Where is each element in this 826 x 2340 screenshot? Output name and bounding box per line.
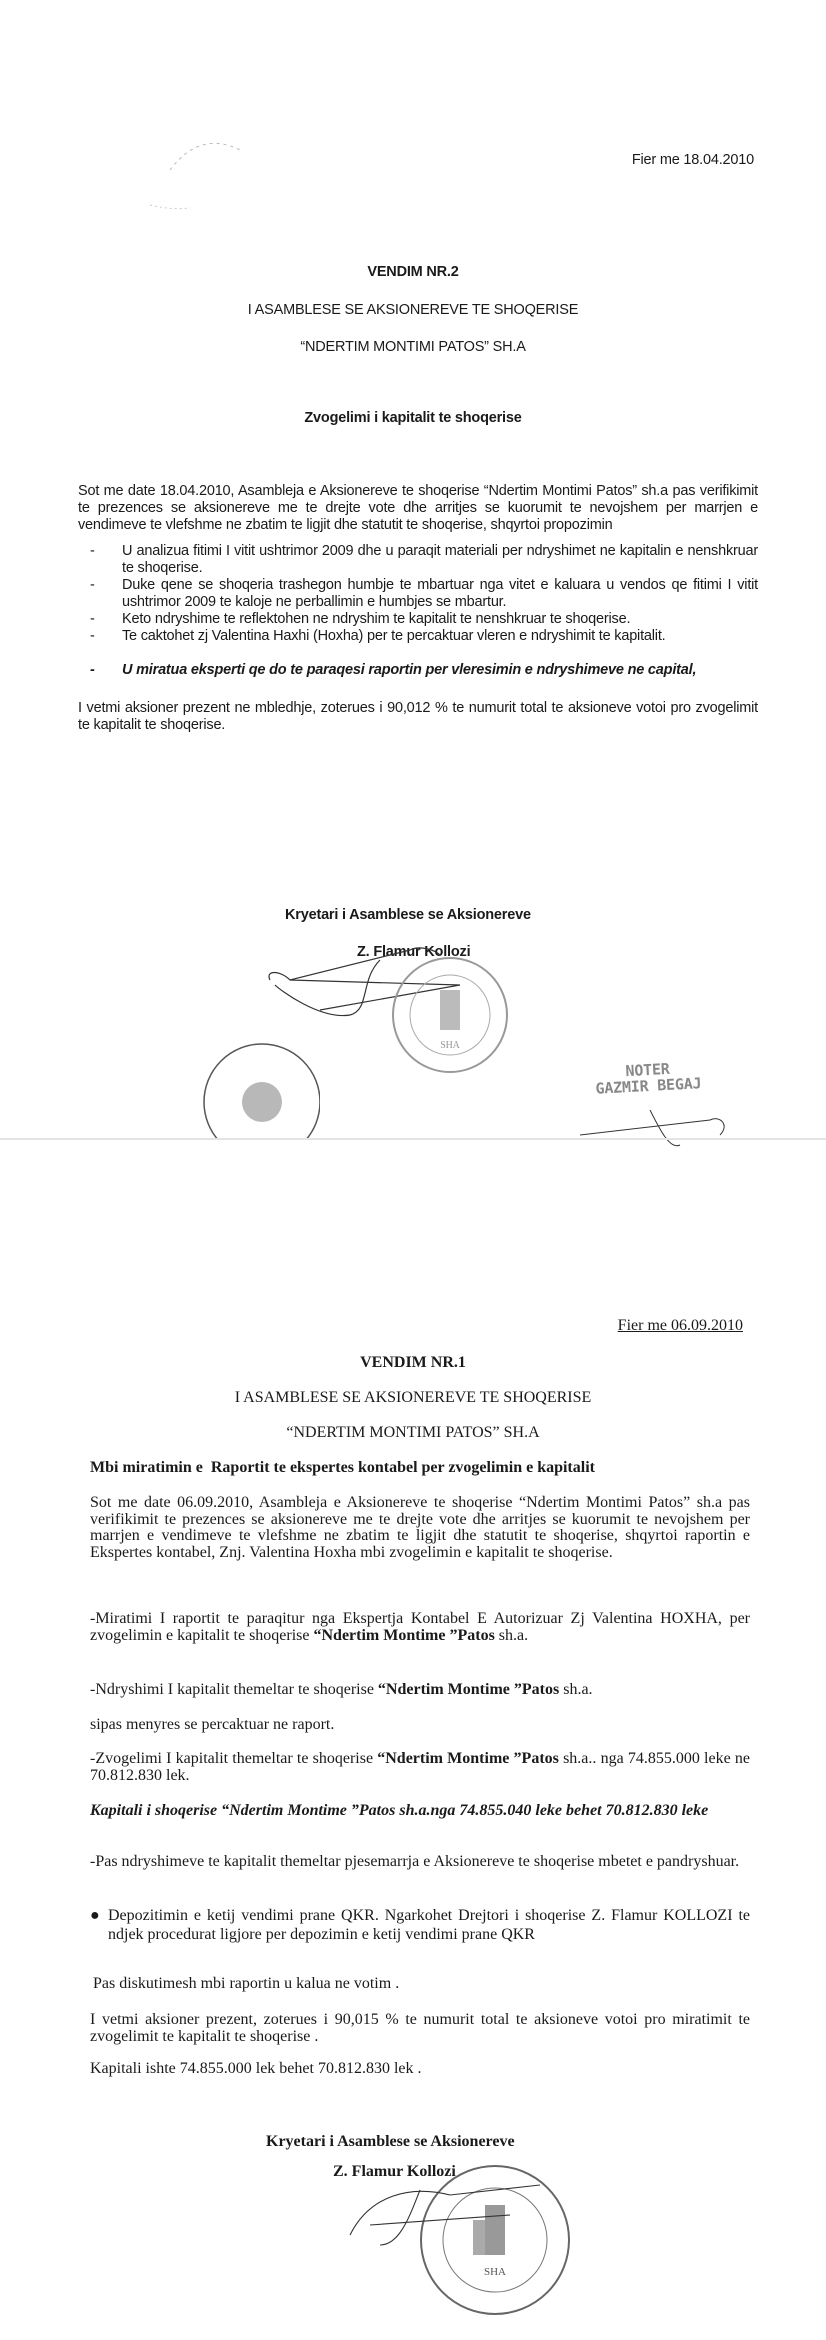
method-paragraph: sipas menyres se percaktuar ne raport.	[90, 1716, 335, 1733]
list-item: - Te caktohet zj Valentina Haxhi (Hoxha) per te percaktuar vleren e ndryshimit te kapitalit.	[78, 628, 758, 645]
shareholding-paragraph: -Pas ndryshimeve te kapitalit themeltar pjesemarrja e Aksionereve te shoqerise mbetet e pandryshuar.	[90, 1853, 740, 1870]
assembly-subtitle: I ASAMBLESE SE AKSIONEREVE TE SHOQERISE	[234, 1389, 592, 1406]
capital-summary: Kapitali ishte 74.855.000 lek behet 70.812.830 lek .	[90, 2060, 422, 2077]
signatory-name: Z. Flamur Kollozi	[357, 944, 471, 960]
signature-icon	[330, 2175, 550, 2255]
text: -Miratimi I raportit te paraqitur nga Ekspertja Kontabel E Autorizuar Zj Valentina HOXHA, per zvogelimin e kapitalit te shoqerise	[90, 1610, 750, 1644]
decision-heading: Mbi miratimin e Raportit te ekspertes kontabel per zvogelimin e kapitalit	[90, 1459, 595, 1476]
decision-heading: Zvogelimi i kapitalit te shoqerise	[304, 410, 522, 426]
signatory-name: Z. Flamur Kollozi	[333, 2163, 456, 2180]
decision-title: VENDIM NR.2	[367, 264, 459, 280]
intro-paragraph: Sot me date 18.04.2010, Asambleja e Aksionereve te shoqerise “Ndertim Montimi Patos” sh.a pas verifikimit te prezences se aksionereve me te drejte vote dhe arritjes se kuorumit te nevojshem per marrjen e vendimeve te vlefshme ne zbatim te ligjit dhe statutit te shoqerise, shqyrtoi propozimin	[78, 483, 758, 533]
intro-paragraph: Sot me date 06.09.2010, Asambleja e Aksionereve te shoqerise “Ndertim Montimi Patos” sh.a pas verifikimit te prezences se aksionereve me te drejte vote dhe arritjes se kuorumit te nevojshem per marrjen e vendimeve te vlefshme ne zbatim te ligjit dhe statutit te shoqerise, shqyrtoi raportin e Ekspertes kontabel, Znj. Valentina Hoxha mbi zvogelimin e kapitalit te shoqerise.	[90, 1494, 750, 1561]
svg-text:SHA: SHA	[483, 2266, 507, 2278]
signatory-title: Kryetari i Asamblese se Aksionereve	[266, 2133, 515, 2150]
approval-paragraph	[90, 1611, 750, 1644]
capital-statement: Kapitali i shoqerise “Ndertim Montime ”Patos sh.a.nga 74.855.040 leke behet 70.812.830 leke	[90, 1802, 709, 1819]
company-name: “NDERTIM MONTIMI PATOS” SH.A	[300, 339, 526, 355]
proposal-list	[78, 543, 758, 679]
notary-stamp	[594, 1059, 702, 1097]
list-item-approved: - U miratua eksperti qe do te paraqesi raportin per vleresimin e ndryshimeve ne capital,	[78, 662, 758, 679]
company-stamp-icon	[385, 955, 515, 1075]
signatory-title: Kryetari i Asamblese se Aksionereve	[285, 907, 531, 923]
text: -Zvogelimi I kapitalit themeltar te shoqerise	[90, 1750, 378, 1767]
company-name-bold: “Ndertim Montime ”Patos	[377, 1681, 560, 1698]
text: sh.a.	[494, 1626, 529, 1644]
assembly-subtitle: I ASAMBLESE SE AKSIONEREVE TE SHOQERISE	[247, 302, 579, 318]
notary-stamp-line: GAZMIR BEGAJ	[595, 1074, 702, 1098]
notary-seal-icon	[200, 1040, 320, 1140]
decision-title: VENDIM NR.1	[360, 1354, 466, 1371]
text: sh.a.. nga 74.855.000 leke ne 70.812.830 lek.	[90, 1750, 750, 1784]
discussion-paragraph: Pas diskutimesh mbi raportin u kalua ne votim .	[93, 1975, 400, 1992]
reduction-paragraph	[90, 1751, 750, 1784]
company-name-bold: “Ndertim Montime ”Patos	[377, 1750, 559, 1767]
list-item: - Keto ndryshime te reflektohen ne ndryshim te kapitalit te nenshkruar te shoqerise.	[78, 611, 758, 628]
bullet-icon: ●	[90, 1907, 100, 1924]
page-divider	[0, 1138, 826, 1140]
notary-signature-icon	[580, 1110, 750, 1150]
text: Depozitimin e ketij vendimi prane QKR. Ngarkohet Drejtori i shoqerise Z. Flamur KOLLOZI te ndjek procedurat ligjore per depozimin e ketij vendimi prane QKR	[108, 1907, 750, 1943]
list-item: - U analizua fitimi I vitit ushtrimor 2009 dhe u paraqit materiali per ndryshimet ne kapitalin e nenshkruar te shoqerise.	[78, 543, 758, 577]
text: sh.a.	[559, 1681, 593, 1698]
vote-paragraph: I vetmi aksioner prezent ne mbledhje, zoterues i 90,012 % te numurit total te aksioneve votoi pro zvogelimit te kapitalit te shoqerise.	[78, 700, 758, 733]
company-name-bold: “Ndertim Montime ”Patos	[313, 1626, 495, 1644]
deposit-bullet	[90, 1906, 750, 1944]
svg-text:SHA: SHA	[440, 1040, 460, 1051]
document-date: Fier me 06.09.2010	[617, 1317, 743, 1334]
list-item: - Duke qene se shoqeria trashegon humbje te mbartuar nga vitet e kaluara u vendos qe fitimi I vitit ushtrimor 2009 te kaloje ne perballimin e humbjes se mbartur.	[78, 577, 758, 611]
notary-stamp-line: NOTER	[625, 1059, 671, 1081]
change-paragraph	[90, 1681, 593, 1699]
faded-stamp-icon	[130, 110, 250, 220]
document-date: Fier me 18.04.2010	[631, 152, 754, 168]
company-name: “NDERTIM MONTIMI PATOS” SH.A	[286, 1424, 540, 1441]
text: -Ndryshimi I kapitalit themeltar te shoqerise	[90, 1681, 378, 1698]
vote-paragraph: I vetmi aksioner prezent, zoterues i 90,015 % te numurit total te aksioneve votoi pro miratimit te zvogelimit te kapitalit te shoqerise .	[90, 2011, 750, 2045]
